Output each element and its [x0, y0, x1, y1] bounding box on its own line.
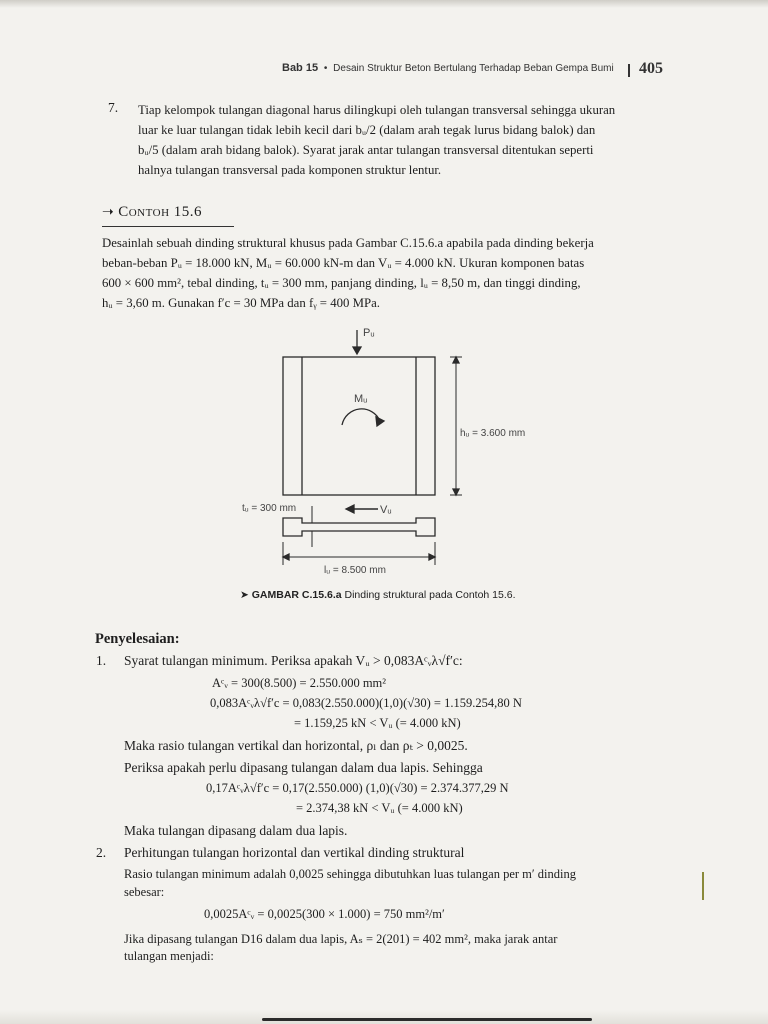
- step-2-number: 2.: [96, 845, 107, 860]
- step-2-text-d16: Jika dipasang tulangan D16 dalam dua lapis, Aₛ = 2(201) = 402 mm², maka jarak antar: [124, 932, 558, 946]
- chapter-label: Bab 15: [282, 62, 319, 74]
- lw-label: lᵤ = 8.500 mm: [324, 565, 386, 576]
- tw-label: tᵤ = 300 mm: [242, 503, 297, 514]
- wall-elevation: [283, 357, 435, 495]
- item-7-line: Tiap kelompok tulangan diagonal harus dilingkupi oleh tulangan transversal sehingga ukuran: [138, 103, 616, 117]
- pu-arrow-head: [353, 347, 361, 354]
- item-7-line: bᵤ/5 (dalam arah bidang balok). Syarat jarak antar tulangan transversal ditentukan seperti: [138, 143, 594, 157]
- scan-binding-line: [262, 1018, 592, 1021]
- item-7-line: halnya tulangan transversal pada komponen struktur lentur.: [138, 163, 442, 177]
- step-2-title: Perhitungan tulangan horizontal dan vertikal dinding struktural: [124, 845, 465, 860]
- equation-two-layers-result: = 2.374,38 kN < Vᵤ (= 4.000 kN): [296, 801, 463, 815]
- problem-line: hᵤ = 3,60 m. Gunakan f′c = 30 MPa dan fᵧ = 400 MPa.: [102, 296, 380, 310]
- problem-line: Desainlah sebuah dinding struktural khusus pada Gambar C.15.6.a apabila pada dinding bekerja: [102, 236, 594, 250]
- arrow-right-icon: ➝: [102, 204, 115, 220]
- equation-vc-min-result: = 1.159,25 kN < Vᵤ (= 4.000 kN): [294, 716, 461, 730]
- hw-label: hᵤ = 3.600 mm: [460, 428, 526, 439]
- example-underline: [102, 226, 234, 227]
- running-header: [282, 62, 662, 82]
- scan-edge-bottom: [0, 1010, 768, 1024]
- page-number: 405: [639, 60, 663, 77]
- equation-two-layers: 0,17Aᶜᵥλ√f′c = 0,17(2.550.000) (1,0)(√30) = 2.374.377,29 N: [206, 781, 509, 795]
- header-bullet: •: [323, 63, 328, 74]
- item-7-line: luar ke luar tulangan tidak lebih kecil dari bᵤ/2 (dalam arah tegak lurus bidang balok) dan: [138, 123, 596, 137]
- moment-arc: [342, 409, 380, 425]
- problem-statement: [102, 233, 662, 313]
- wall-plan-section: [283, 518, 435, 536]
- equation-vc-min: 0,083Aᶜᵥλ√f′c = 0,083(2.550.000)(1,0)(√30) = 1.159.254,80 N: [210, 696, 522, 710]
- caption-arrow-icon: ➤: [240, 589, 249, 601]
- chapter-title: Desain Struktur Beton Bertulang Terhadap Beban Gempa Bumi: [333, 63, 614, 74]
- example-title: Contoh 15.6: [118, 204, 203, 220]
- shear-wall-figure: [230, 325, 590, 610]
- pu-label: Pᵤ: [363, 327, 375, 339]
- header-divider: [628, 64, 630, 77]
- shear-wall-drawing: [230, 325, 590, 590]
- equation-acv: Aᶜᵥ = 300(8.500) = 2.550.000 mm²: [212, 676, 387, 690]
- step-2-text-rasio: Rasio tulangan minimum adalah 0,0025 sehingga dibutuhkan luas tulangan per m′ dinding: [124, 867, 576, 881]
- moment-arrow-head: [376, 417, 384, 426]
- caption-text: Dinding struktural pada Contoh 15.6.: [344, 589, 516, 601]
- caption-label: GAMBAR C.15.6.a: [251, 589, 342, 601]
- vu-arrow-head: [346, 505, 354, 513]
- step-2-text-sebesar: sebesar:: [124, 885, 165, 899]
- step-1-text-periksa: Periksa apakah perlu dipasang tulangan dalam dua lapis. Sehingga: [124, 760, 483, 775]
- item-7-number: 7.: [108, 100, 119, 115]
- problem-line: beban-beban Pᵤ = 18.000 kN, Mᵤ = 60.000 kN-m dan Vᵤ = 4.000 kN. Ukuran komponen batas: [102, 256, 585, 270]
- step-1-conclusion: Maka tulangan dipasang dalam dua lapis.: [124, 823, 348, 838]
- example-heading: [102, 204, 202, 221]
- equation-as-required: 0,0025Aᶜᵥ = 0,0025(300 × 1.000) = 750 mm²/m′: [204, 907, 445, 921]
- scan-mark: [702, 872, 704, 900]
- step-2-text-jarak: tulangan menjadi:: [124, 949, 214, 963]
- problem-line: 600 × 600 mm², tebal dinding, tᵤ = 300 mm, panjang dinding, lᵤ = 8,50 m, dan tinggi dinding,: [102, 276, 581, 290]
- solution-heading: Penyelesaian:: [95, 631, 180, 647]
- vu-label: Vᵤ: [380, 504, 392, 516]
- figure-caption: [240, 589, 516, 601]
- scan-edge-top: [0, 0, 768, 8]
- step-1-text-rasio: Maka rasio tulangan vertikal dan horizontal, ρₗ dan ρₜ > 0,0025.: [124, 738, 468, 753]
- item-7-text: [138, 100, 663, 180]
- step-1-title: Syarat tulangan minimum. Periksa apakah Vᵤ > 0,083Aᶜᵥλ√f′c:: [124, 653, 463, 668]
- step-1-number: 1.: [96, 653, 107, 668]
- mu-label: Mᵤ: [354, 393, 368, 405]
